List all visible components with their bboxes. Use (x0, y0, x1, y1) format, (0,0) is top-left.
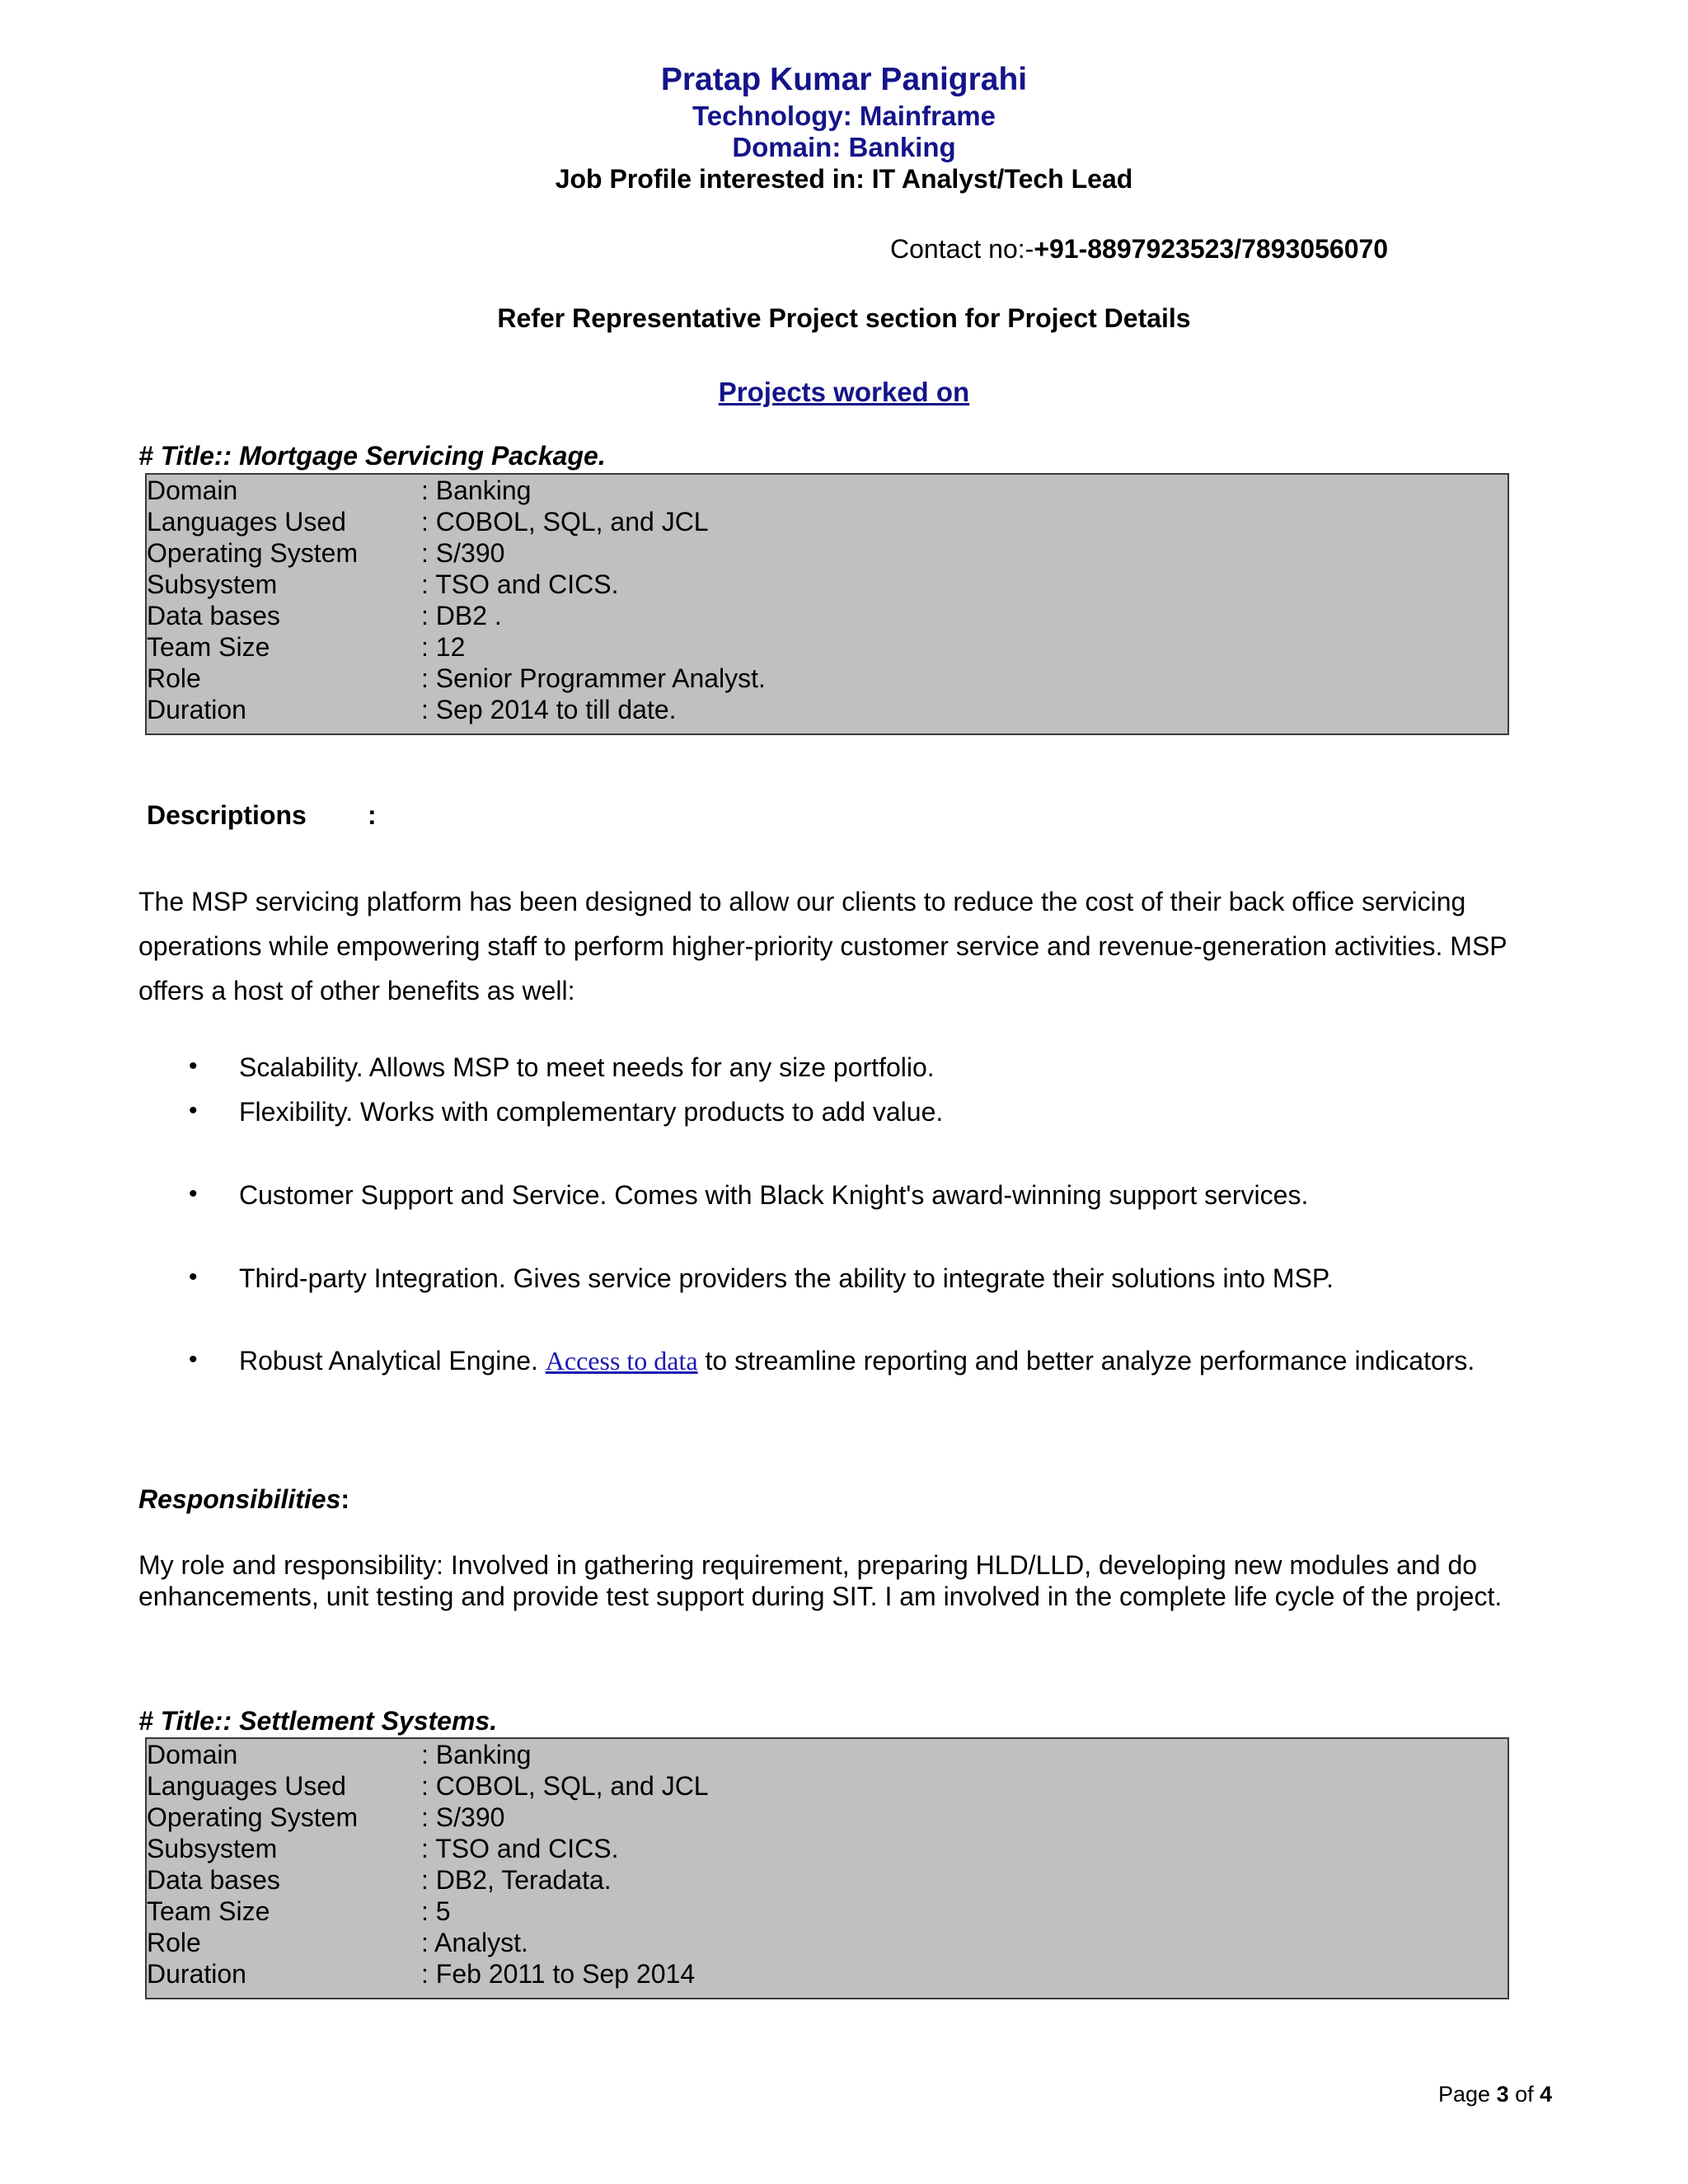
descriptions-text: The MSP servicing platform has been designed to allow our clients to reduce the cost of their back office servicing operations while empowering staff to perform higher-priority customer service and revenue-generation activities. MSP offers a host of other benefits as well: (138, 887, 1507, 1005)
contact-label: Contact no:- (890, 234, 1034, 264)
detail-value: : Banking (421, 476, 532, 505)
descriptions-label: Descriptions (147, 800, 307, 830)
detail-value: : COBOL, SQL, and JCL (421, 1771, 709, 1801)
project1-details-box (145, 473, 1509, 735)
bullet-dot: • (189, 1180, 198, 1207)
detail-value: : Banking (421, 1740, 532, 1769)
detail-value: : 5 (421, 1896, 451, 1926)
detail-value: : S/390 (421, 1802, 505, 1832)
bullet-dot: • (189, 1346, 198, 1373)
project2-title: # Title:: Settlement Systems. (138, 1706, 498, 1736)
responsibilities-text: My role and responsibility: Involved in gathering requirement, preparing HLD/LLD, developing new modules and do enhancements, unit testing and provide test support during SIT. I am involved in the complete life cycle of the project. (138, 1550, 1503, 1611)
project2-details-box (145, 1737, 1509, 1999)
page-of-word: of (1515, 2082, 1534, 2107)
page-word: Page (1438, 2082, 1491, 2107)
responsibilities-heading-text: Responsibilities (138, 1484, 341, 1514)
page-current: 3 (1496, 2082, 1509, 2107)
detail-label: Operating System (147, 538, 359, 568)
access-to-data-link[interactable]: Access to data (545, 1346, 698, 1376)
responsibilities-heading (138, 1484, 349, 1515)
list-item (239, 1346, 1475, 1376)
detail-label: Duration (147, 1959, 246, 1989)
detail-value: : TSO and CICS. (421, 569, 619, 599)
detail-label: Data bases (147, 601, 280, 630)
detail-value: : DB2, Teradata. (421, 1865, 612, 1895)
list-item: Scalability. Allows MSP to meet needs for any size portfolio. (239, 1052, 935, 1082)
detail-label: Role (147, 663, 201, 693)
detail-label: Role (147, 1928, 201, 1957)
detail-label: Operating System (147, 1802, 359, 1832)
detail-value: : Senior Programmer Analyst. (421, 663, 766, 693)
domain-line: Domain: Banking (732, 132, 956, 162)
detail-value: : Analyst. (421, 1928, 528, 1957)
technology-line: Technology: Mainframe (692, 101, 996, 131)
detail-value: : TSO and CICS. (421, 1834, 619, 1863)
contact-numbers: +91-8897923523/7893056070 (1034, 234, 1389, 264)
detail-label: Subsystem (147, 569, 278, 599)
detail-label: Team Size (147, 632, 270, 662)
page-number (1438, 2082, 1552, 2107)
project1-title: # Title:: Mortgage Servicing Package. (138, 441, 606, 471)
detail-label: Data bases (147, 1865, 280, 1895)
bullet5-suffix: to streamline reporting and better analyze performance indicators. (697, 1346, 1475, 1376)
detail-label: Subsystem (147, 1834, 278, 1863)
detail-value: : 12 (421, 632, 466, 662)
projects-heading-text: Projects worked on (718, 377, 970, 407)
refer-note: Refer Representative Project section for Project Details (497, 303, 1191, 333)
detail-label: Languages Used (147, 1771, 346, 1801)
responsibilities-colon: : (340, 1484, 350, 1514)
detail-value: : S/390 (421, 538, 505, 568)
bullet-dot: • (189, 1052, 198, 1080)
contact-line (890, 234, 1388, 265)
detail-value: : COBOL, SQL, and JCL (421, 507, 709, 537)
page-total: 4 (1540, 2082, 1553, 2107)
list-item: Customer Support and Service. Comes with Black Knight's award-winning support services. (239, 1180, 1309, 1210)
detail-label: Domain (147, 476, 238, 505)
projects-heading (0, 377, 1688, 408)
job-profile-line: Job Profile interested in: IT Analyst/Tech Lead (555, 164, 1133, 194)
detail-label: Domain (147, 1740, 238, 1769)
list-item: Flexibility. Works with complementary products to add value. (239, 1097, 944, 1127)
detail-value: : Feb 2011 to Sep 2014 (421, 1959, 696, 1989)
bullet5-prefix: Robust Analytical Engine. (239, 1346, 546, 1376)
descriptions-colon: : (368, 800, 377, 830)
candidate-name: Pratap Kumar Panigrahi (660, 62, 1028, 97)
detail-label: Languages Used (147, 507, 346, 537)
detail-value: : DB2 . (421, 601, 502, 630)
detail-value: : Sep 2014 to till date. (421, 695, 677, 724)
detail-label: Team Size (147, 1896, 270, 1926)
list-item: Third-party Integration. Gives service providers the ability to integrate their solutions into MSP. (239, 1263, 1334, 1293)
detail-label: Duration (147, 695, 246, 724)
bullet-dot: • (189, 1263, 198, 1291)
bullet-dot: • (189, 1097, 198, 1124)
